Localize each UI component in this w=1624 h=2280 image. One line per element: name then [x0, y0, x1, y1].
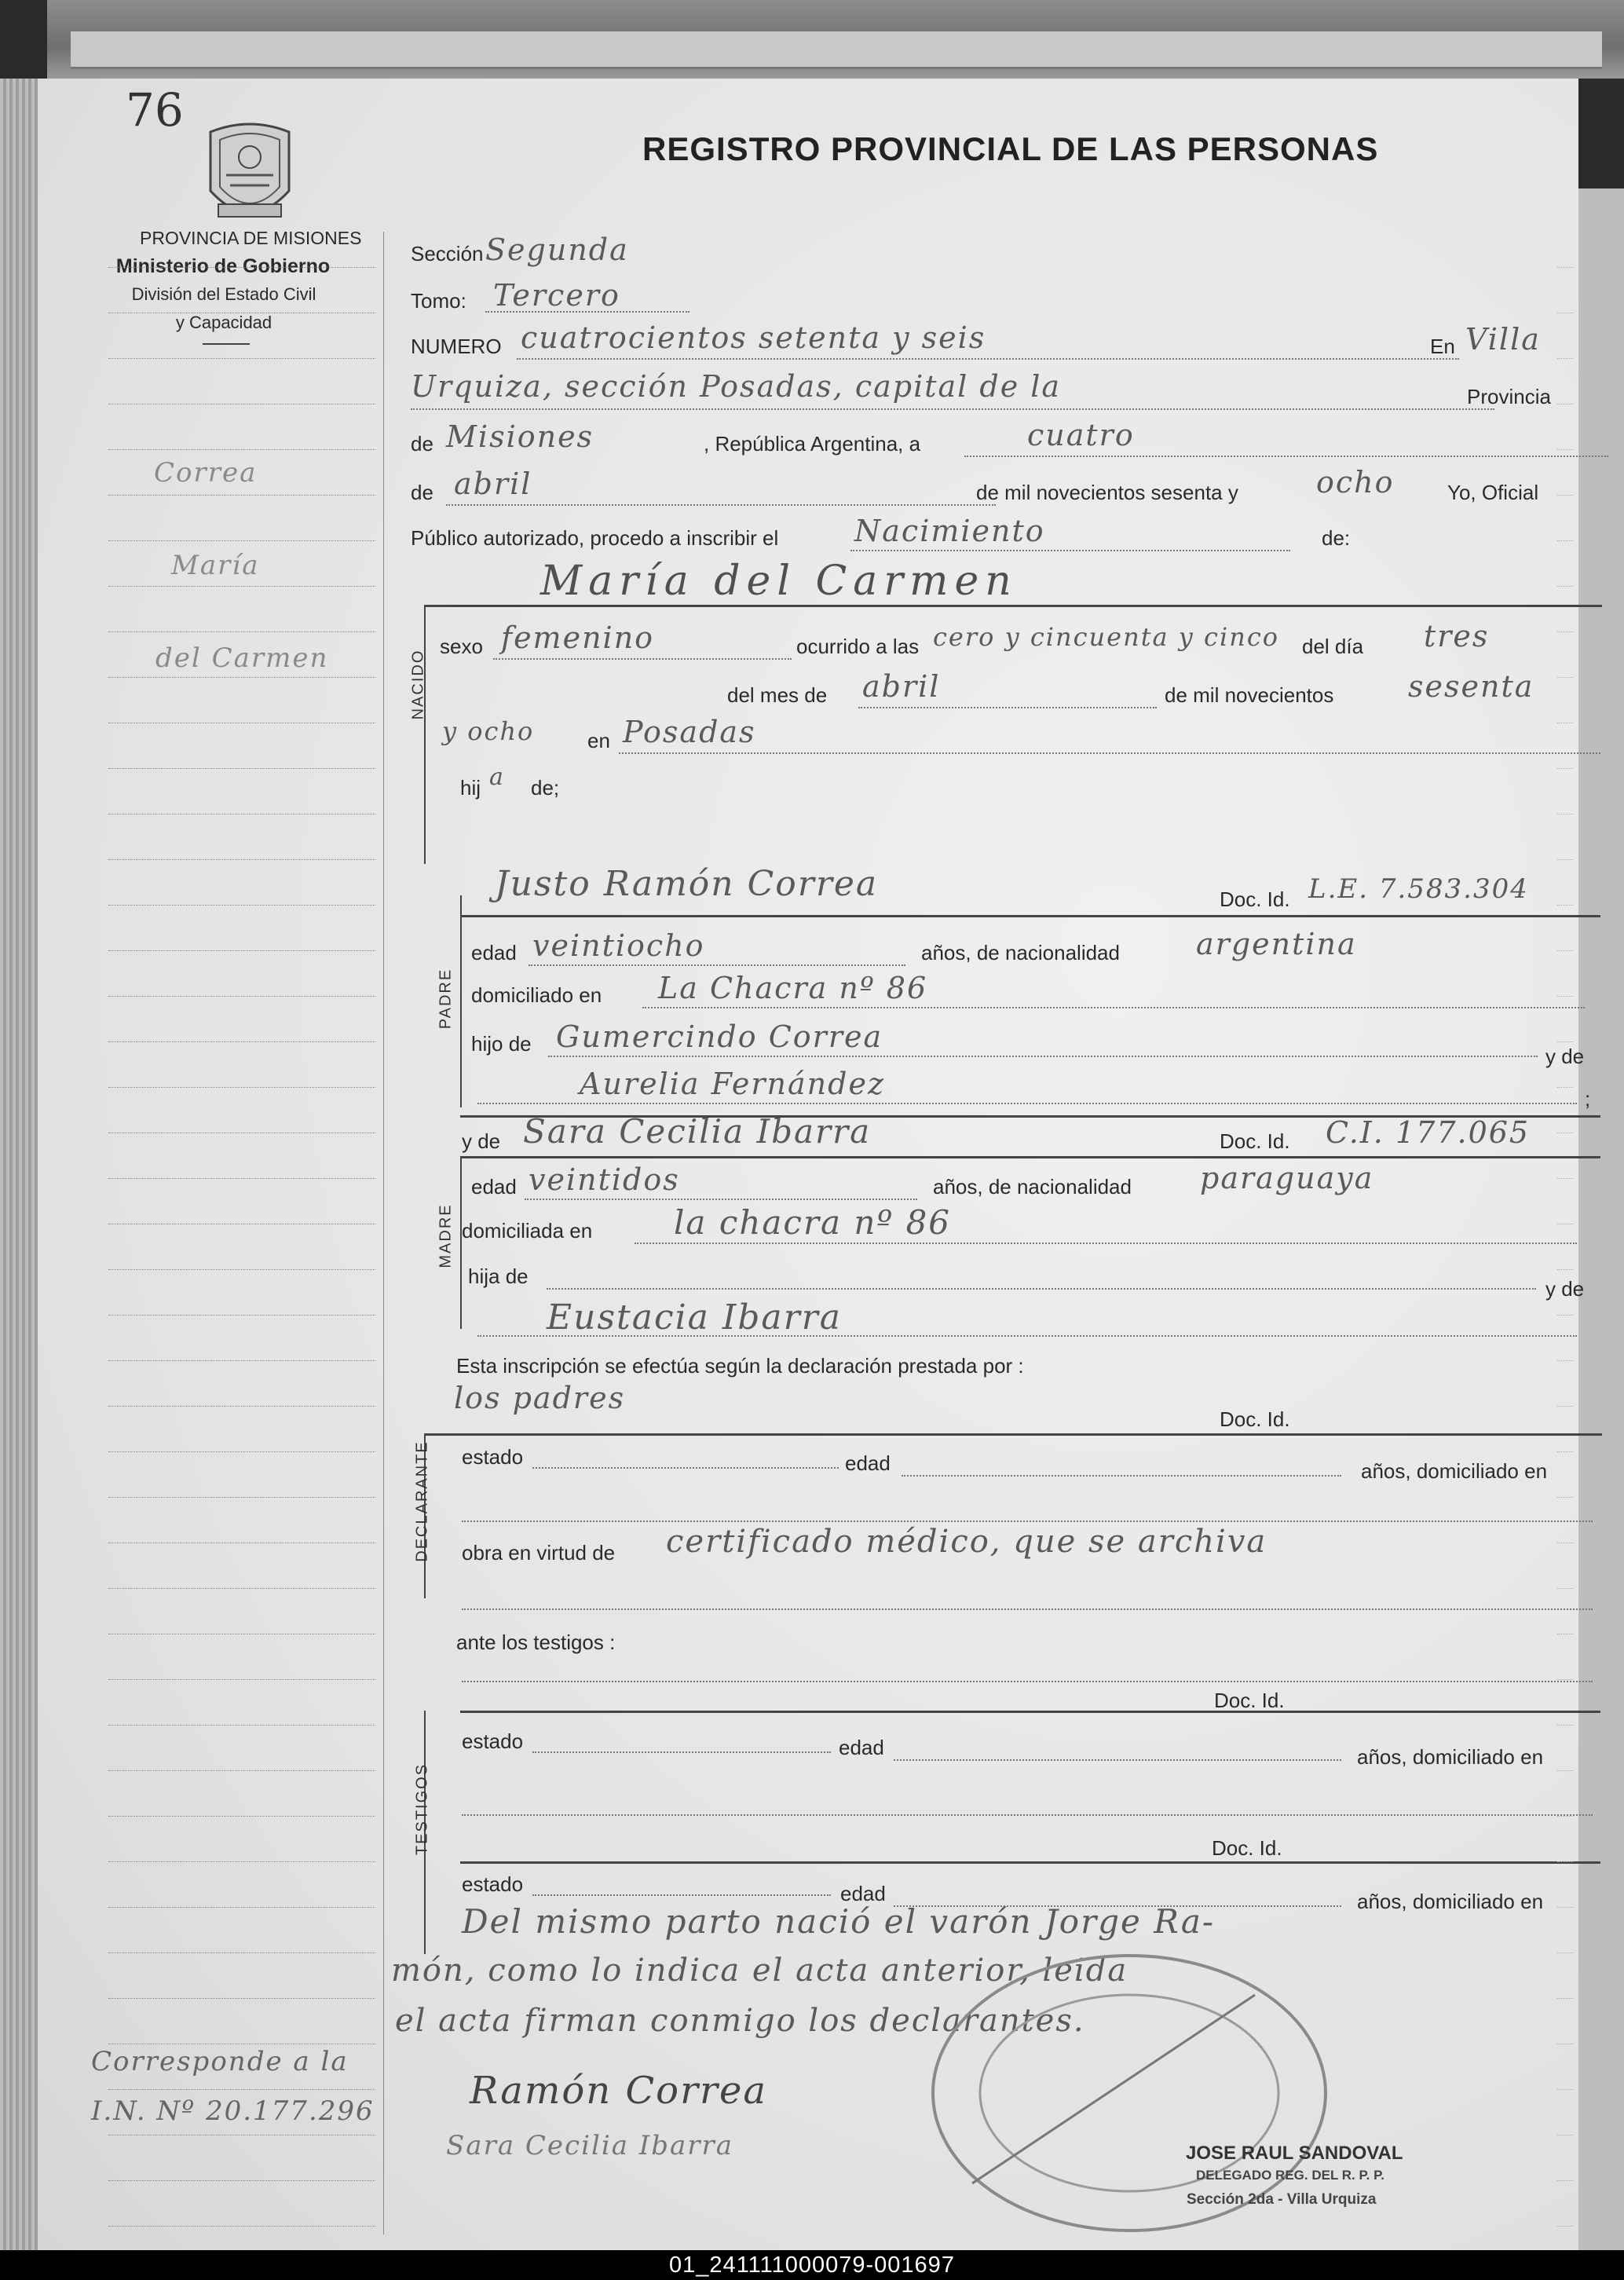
label-en-nac: en — [587, 729, 610, 752]
oficial-seccion: Sección 2da - Villa Urquiza — [1187, 2191, 1377, 2208]
label-del-mes: del mes de — [727, 683, 828, 707]
margin-rule — [108, 1497, 375, 1498]
rule-declarante — [424, 1433, 1602, 1436]
label-estado-testigo2: estado — [462, 1872, 524, 1896]
value-padre-doc: L.E. 7.583.304 — [1308, 873, 1529, 905]
dots-padre-y-de — [477, 1103, 1577, 1104]
label-semicolon: ; — [1585, 1087, 1591, 1111]
value-padre-domicilio: La Chacra nº 86 — [658, 971, 928, 1005]
right-margin-rule — [1557, 1041, 1573, 1042]
right-margin-rule — [1557, 1406, 1573, 1407]
book-edge-left — [0, 79, 39, 2254]
dots-republica — [964, 456, 1608, 457]
label-obra: obra en virtud de — [462, 1541, 616, 1565]
value-dia-nac: tres — [1424, 619, 1490, 653]
label-edad-testigo2: edad — [840, 1882, 886, 1905]
label-anos-dom-declarante: años, domiciliado en — [1361, 1459, 1548, 1483]
side-label-testigos: TESTIGOS — [413, 1762, 431, 1856]
authority-line-2: Ministerio de Gobierno — [115, 255, 331, 277]
dots-hijo-de — [548, 1056, 1538, 1057]
right-margin-rule — [1557, 1315, 1573, 1316]
right-margin-rule — [1557, 905, 1573, 906]
label-de-provincia: de — [411, 432, 433, 456]
margin-note-line-2: I.N. Nº 20.177.296 — [91, 2095, 375, 2127]
rule-testigos — [460, 1711, 1600, 1713]
dots-padre-edad — [529, 964, 905, 966]
authority-line-4: y Capacidad — [175, 313, 272, 332]
right-margin-rule — [1557, 1861, 1573, 1862]
value-padre-edad: veintiocho — [532, 928, 705, 963]
margin-rule — [108, 1406, 375, 1407]
dots-obra — [462, 1608, 1593, 1610]
label-ocurrido: ocurrido a las — [796, 635, 920, 658]
label-edad-madre: edad — [471, 1175, 517, 1199]
dots-estado-declarante — [532, 1467, 839, 1469]
value-mes-inscripcion: abril — [454, 467, 532, 501]
label-nac-padre: años, de nacionalidad — [921, 941, 1120, 964]
value-madre-nombre: Sara Cecilia Ibarra — [523, 1112, 872, 1151]
value-en-line2: Urquiza, sección Posadas, capital de la — [411, 369, 1062, 404]
value-provincia: Misiones — [446, 419, 594, 454]
register-page — [38, 79, 1591, 2254]
margin-rule — [108, 905, 375, 906]
value-dia-inscripcion: cuatro — [1027, 418, 1135, 452]
margin-rule — [108, 996, 375, 997]
label-de-semi: de; — [531, 776, 560, 800]
right-margin-rule — [1557, 677, 1573, 678]
reference-code: 01_241111000079-001697 — [669, 2253, 955, 2278]
right-margin-rule — [1557, 1998, 1573, 1999]
label-doc-declarante: Doc. Id. — [1220, 1407, 1290, 1431]
value-madre-doc: C.I. 177.065 — [1326, 1115, 1531, 1150]
value-madre-nacionalidad: paraguaya — [1200, 1161, 1374, 1195]
label-doc-testigo2: Doc. Id. — [1212, 1836, 1282, 1860]
dots-acto — [850, 550, 1290, 551]
side-label-nacido: NACIDO — [409, 649, 427, 720]
dots-edad-declarante — [902, 1475, 1341, 1477]
right-margin-rule — [1557, 586, 1573, 587]
authority-line-1: PROVINCIA DE MISIONES — [140, 228, 362, 248]
dots-en — [411, 408, 1494, 410]
margin-rule — [108, 586, 375, 587]
value-padre-nombre: Justo Ramón Correa — [495, 864, 879, 904]
label-del-dia: del día — [1302, 635, 1364, 658]
right-margin-rule — [1557, 540, 1573, 541]
value-anio-final: ocho — [1316, 465, 1395, 500]
right-margin-rule — [1557, 1725, 1573, 1726]
margin-vertical-rule — [383, 232, 384, 2234]
right-margin-rule — [1557, 2180, 1573, 2181]
margin-rule — [108, 540, 375, 541]
label-anos-dom-testigo1: años, domiciliado en — [1357, 1745, 1544, 1769]
right-margin-rule — [1557, 1816, 1573, 1817]
margin-rule — [108, 1269, 375, 1270]
oficial-nombre: JOSE RAUL SANDOVAL — [1186, 2143, 1403, 2164]
value-padre-hijo-de: Gumercindo Correa — [556, 1019, 883, 1054]
label-estado-declarante: estado — [462, 1445, 524, 1469]
margin-rule — [108, 1816, 375, 1817]
value-sexo: femenino — [501, 620, 655, 655]
label-sexo: sexo — [440, 635, 483, 658]
coat-of-arms-seal — [195, 116, 305, 234]
right-margin-rule — [1557, 1178, 1573, 1179]
label-inscripcion: Esta inscripción se efectúa según la declaración prestada por : — [456, 1354, 1024, 1378]
label-ante: ante los testigos : — [456, 1630, 616, 1654]
dots-testigo2 — [462, 1814, 1593, 1816]
book-edge-top-inner — [71, 31, 1602, 69]
label-numero: NUMERO — [411, 335, 502, 358]
value-declarante: los padres — [454, 1381, 626, 1415]
rule-testigo2 — [460, 1861, 1600, 1864]
margin-rule — [108, 449, 375, 450]
value-numero: cuatrocientos setenta y seis — [521, 320, 986, 355]
authority-divider — [203, 343, 250, 345]
nota-line-2: món, como lo indica el acta anterior, leida — [391, 1952, 1128, 1989]
label-tomo: Tomo: — [411, 289, 466, 313]
dots-tomo — [485, 311, 689, 313]
label-edad-declarante: edad — [845, 1451, 891, 1475]
right-margin-rule — [1557, 631, 1573, 632]
margin-rule — [108, 1360, 375, 1361]
right-margin-rule — [1557, 358, 1573, 359]
label-estado-testigo1: estado — [462, 1729, 524, 1753]
dots-numero — [517, 358, 1459, 360]
label-y-de-padre: y de — [1545, 1045, 1585, 1068]
margin-rule — [108, 1087, 375, 1088]
label-y-de-madre-2: y de — [1545, 1277, 1585, 1301]
margin-rule — [108, 1952, 375, 1953]
dots-padre-domicilio — [642, 1007, 1585, 1008]
margin-rule — [108, 2089, 375, 2090]
label-republica: , República Argentina, a — [704, 432, 921, 456]
book-edge-right — [1578, 188, 1624, 2254]
right-margin-rule — [1557, 1087, 1573, 1088]
label-domiciliada: domiciliada en — [462, 1219, 593, 1242]
margin-rule — [108, 1861, 375, 1862]
margin-rule — [108, 1998, 375, 1999]
right-margin-rule — [1557, 1360, 1573, 1361]
dots-edad-testigo1 — [894, 1759, 1341, 1761]
side-label-padre: PADRE — [437, 968, 455, 1030]
margin-rule — [108, 631, 375, 632]
value-hora: cero y cincuenta y cinco — [933, 622, 1279, 652]
oficial-cargo: DELEGADO REG. DEL R. P. P. — [1196, 2168, 1384, 2183]
nota-line-3: el acta firman conmigo los declarantes. — [395, 2003, 1085, 2039]
dots-sexo — [493, 658, 792, 660]
dots-madre-domicilio — [635, 1242, 1577, 1244]
value-tomo: Tercero — [493, 278, 620, 313]
right-margin-rule — [1557, 267, 1573, 268]
right-margin-rule — [1557, 859, 1573, 860]
label-edad-testigo1: edad — [839, 1736, 884, 1759]
margin-name-first: María — [171, 550, 260, 581]
label-de-mil: de mil novecientos sesenta y — [976, 481, 1238, 504]
margin-note-line-1: Corresponde a la — [91, 2046, 349, 2077]
label-doc-testigo1: Doc. Id. — [1214, 1689, 1285, 1712]
margin-rule — [108, 1315, 375, 1316]
firma-padre: Ramón Correa — [470, 2069, 767, 2113]
value-nombre: María del Carmen — [540, 558, 1018, 605]
margin-rule — [108, 950, 375, 951]
page-number: 76 — [126, 83, 184, 137]
vline-padre — [460, 895, 462, 1107]
label-provincia: Provincia — [1467, 385, 1551, 408]
value-madre-domicilio: la chacra nº 86 — [674, 1203, 952, 1242]
margin-rule — [108, 1041, 375, 1042]
label-publico: Público autorizado, procedo a inscribir el — [411, 526, 779, 550]
dots-mes-nac — [858, 707, 1157, 708]
value-madre-edad: veintidos — [529, 1162, 680, 1197]
margin-rule — [108, 358, 375, 359]
right-margin-rule — [1557, 1952, 1573, 1953]
value-padre-nacionalidad: argentina — [1196, 927, 1357, 961]
margin-rule — [108, 1451, 375, 1452]
dots-hija-de — [547, 1288, 1536, 1290]
dots-madre-edad — [525, 1199, 917, 1200]
value-madre-hija-de: Eustacia Ibarra — [547, 1297, 842, 1338]
margin-rule — [108, 1178, 375, 1179]
firma-madre: Sara Cecilia Ibarra — [446, 2130, 734, 2161]
right-margin-rule — [1557, 449, 1573, 450]
label-y-de-madre: y de — [462, 1129, 501, 1153]
value-acto: Nacimiento — [854, 514, 1045, 548]
label-anos-dom-testigo2: años, domiciliado en — [1357, 1890, 1544, 1913]
dots-declarante-dom — [462, 1521, 1593, 1522]
right-margin-rule — [1557, 1269, 1573, 1270]
margin-rule — [108, 495, 375, 496]
rule-nacido-top — [424, 605, 1602, 607]
label-hijo-de: hijo de — [471, 1032, 532, 1056]
value-padre-y-de: Aurelia Fernández — [580, 1067, 885, 1101]
label-yo-oficial: Yo, Oficial — [1447, 481, 1539, 504]
value-mes-nac: abril — [862, 669, 941, 704]
right-margin-rule — [1557, 996, 1573, 997]
margin-name-surname: Correa — [154, 457, 258, 489]
label-de-mes: de — [411, 481, 433, 504]
margin-rule — [108, 1770, 375, 1771]
margin-rule — [108, 677, 375, 678]
side-label-madre: MADRE — [437, 1203, 455, 1268]
label-domiciliado-padre: domiciliado en — [471, 983, 602, 1007]
label-edad-padre: edad — [471, 941, 517, 964]
label-nac-madre: años, de nacionalidad — [933, 1175, 1132, 1199]
margin-rule — [108, 1679, 375, 1680]
dots-lugar — [619, 752, 1600, 754]
label-hij: hij — [460, 776, 481, 800]
label-de-mil-nac: de mil novecientos — [1165, 683, 1334, 707]
value-anio-nac: sesenta — [1408, 669, 1534, 704]
label-seccion: Sección — [411, 242, 484, 265]
side-label-declarante: DECLARANTE — [413, 1440, 431, 1562]
label-de-colon: de: — [1322, 526, 1351, 550]
label-doc-madre: Doc. Id. — [1220, 1129, 1290, 1153]
rule-madre-data — [460, 1156, 1600, 1158]
dots-mes — [446, 504, 996, 506]
right-margin-rule — [1557, 768, 1573, 769]
value-anio-nac-2: y ocho — [442, 716, 535, 746]
dots-testigo1 — [462, 1681, 1593, 1682]
authority-line-3: División del Estado Civil — [131, 284, 316, 304]
value-seccion: Segunda — [485, 232, 629, 267]
page-title: REGISTRO PROVINCIAL DE LAS PERSONAS — [642, 130, 1379, 167]
right-margin-rule — [1557, 2226, 1573, 2227]
label-doc-padre: Doc. Id. — [1220, 887, 1290, 911]
margin-rule — [108, 1907, 375, 1908]
nota-line-1: Del mismo parto nació el varón Jorge Ra- — [462, 1902, 1216, 1941]
right-margin-rule — [1557, 1451, 1573, 1452]
margin-name-second: del Carmen — [155, 642, 329, 674]
right-margin-rule — [1557, 2089, 1573, 2090]
margin-rule — [108, 1725, 375, 1726]
right-margin-rule — [1557, 950, 1573, 951]
margin-rule — [108, 267, 375, 268]
right-margin-rule — [1557, 1588, 1573, 1589]
value-lugar-nac: Posadas — [623, 715, 756, 749]
margin-rule — [108, 2226, 375, 2227]
margin-rule — [108, 768, 375, 769]
margin-rule — [108, 2180, 375, 2181]
value-en-line1: Villa — [1465, 322, 1541, 357]
right-margin-rule — [1557, 1679, 1573, 1680]
label-hija-de: hija de — [468, 1264, 529, 1288]
dots-estado-testigo1 — [532, 1751, 831, 1753]
margin-rule — [108, 1588, 375, 1589]
value-hij: a — [489, 763, 505, 791]
right-margin-rule — [1557, 1907, 1573, 1908]
dots-estado-testigo2 — [532, 1894, 831, 1896]
right-margin-rule — [1557, 1497, 1573, 1498]
label-en: En — [1430, 335, 1455, 358]
dots-madre-y-de — [477, 1335, 1577, 1337]
margin-rule — [108, 859, 375, 860]
right-margin-rule — [1557, 495, 1573, 496]
rule-padre-top — [460, 915, 1600, 917]
value-obra: certificado médico, que se archiva — [666, 1524, 1267, 1560]
right-margin-rule — [1557, 1770, 1573, 1771]
